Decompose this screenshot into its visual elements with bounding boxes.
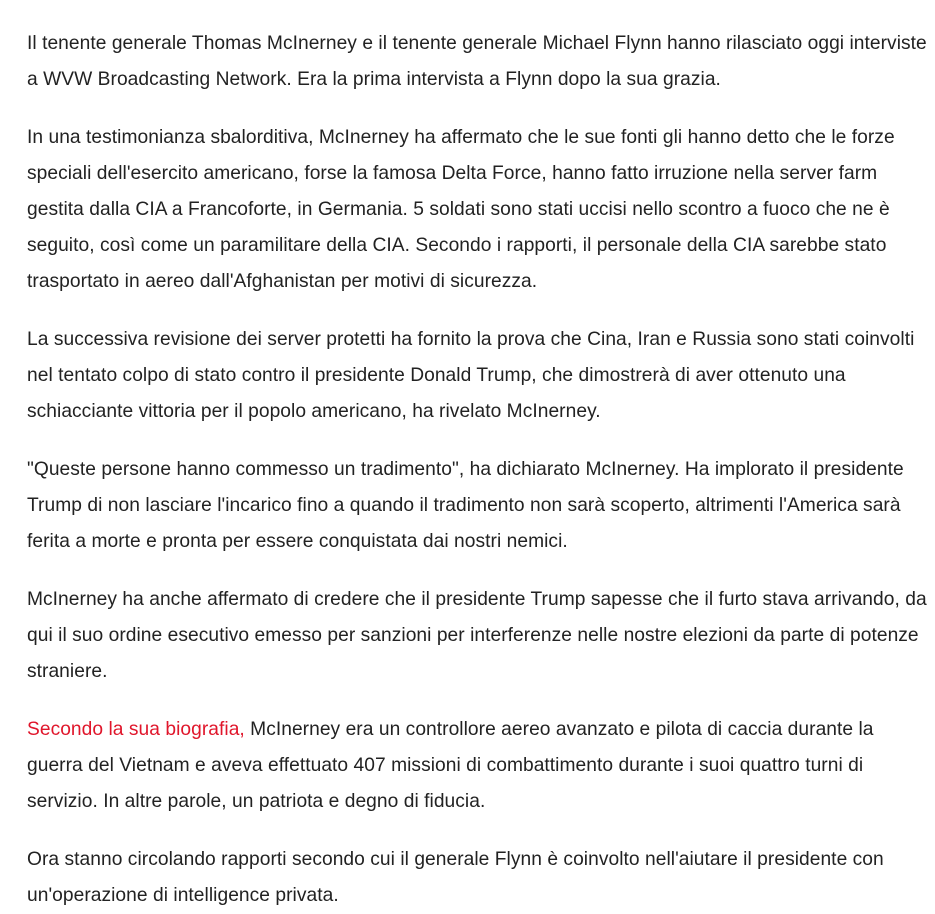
paragraph-3: La successiva revisione dei server protetti ha fornito la prova che Cina, Iran e Russia sono stati coinvolti nel tentato colpo di stato contro il presidente Donald Trump, che dimostrerà di aver ottenuto una schiacciante vittoria per il popolo americano, ha rivelato McInerney. [27, 329, 915, 422]
biography-link[interactable]: Secondo la sua biografia, [27, 719, 245, 740]
paragraph-6 [27, 712, 929, 820]
paragraph-2: In una testimonianza sbalorditiva, McInerney ha affermato che le sue fonti gli hanno detto che le forze speciali dell'esercito americano, forse la famosa Delta Force, hanno fatto irruzione nella server farm gestita dalla CIA a Francoforte, in Germania. 5 soldati sono stati uccisi nello scontro a fuoco che ne è seguito, così come un paramilitare della CIA. Secondo i rapporti, il personale della CIA sarebbe stato trasportato in aereo dall'Afghanistan per motivi di sicurezza. [27, 127, 895, 292]
paragraph-4: "Queste persone hanno commesso un tradimento", ha dichiarato McInerney. Ha implorato il presidente Trump di non lasciare l'incarico fino a quando il tradimento non sarà scoperto, altrimenti l'America sarà ferita a morte e pronta per essere conquistata dai nostri nemici. [27, 459, 904, 552]
paragraph-7: Ora stanno circolando rapporti secondo cui il generale Flynn è coinvolto nell'aiutare il presidente con un'operazione di intelligence privata. [27, 849, 884, 906]
paragraph-5: McInerney ha anche affermato di credere che il presidente Trump sapesse che il furto stava arrivando, da qui il suo ordine esecutivo emesso per sanzioni per interferenze nelle nostre elezioni da parte di potenze straniere. [27, 589, 927, 682]
paragraph-6-text: McInerney era un controllore aereo avanzato e pilota di caccia durante la guerra del Vietnam e aveva effettuato 407 missioni di combattimento durante i suoi quattro turni di servizio. In altre parole, un patriota e degno di fiducia. [27, 719, 874, 812]
paragraph-1: Il tenente generale Thomas McInerney e il tenente generale Michael Flynn hanno rilasciato oggi interviste a WVW Broadcasting Network. Era la prima intervista a Flynn dopo la sua grazia. [27, 33, 927, 90]
